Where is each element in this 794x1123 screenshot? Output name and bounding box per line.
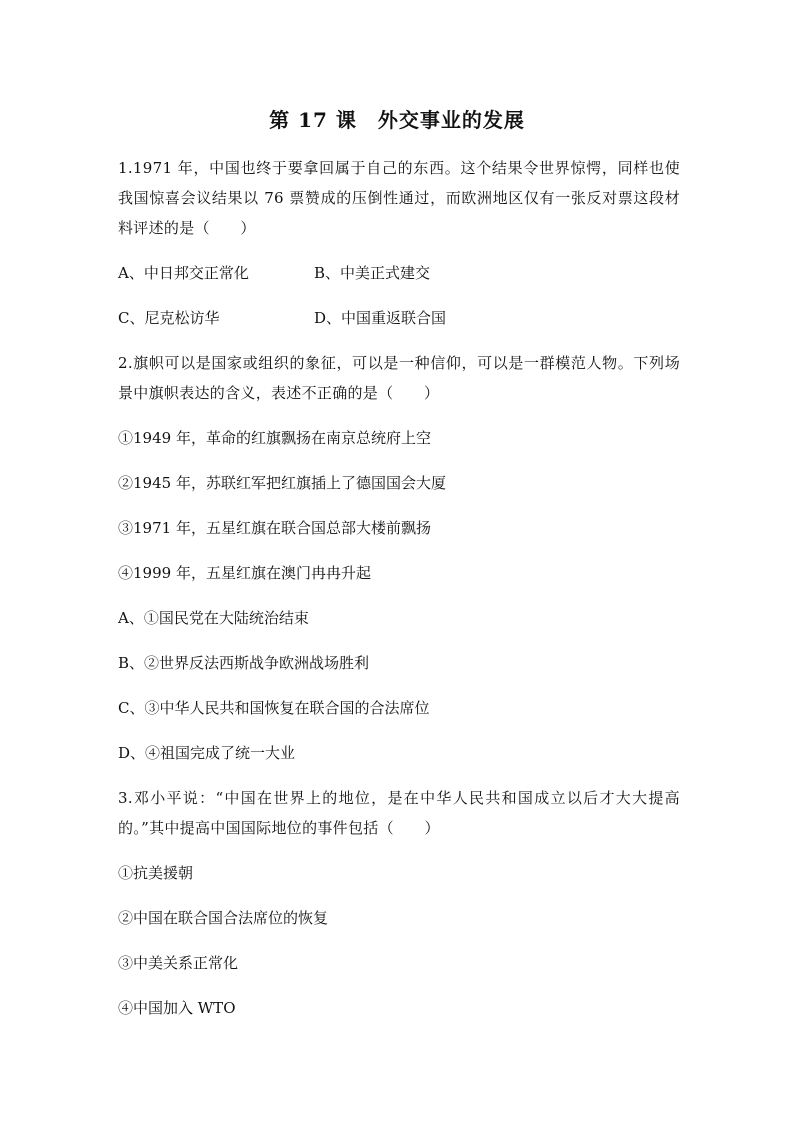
question-3-item-1: ①抗美援朝 (118, 864, 194, 882)
question-1-option-c: C、尼克松访华 (118, 309, 220, 327)
question-1-option-d: D、中国重返联合国 (314, 309, 447, 327)
question-2-option-a: A、①国民党在大陆统治结束 (118, 609, 309, 627)
question-2-item-2: ②1945 年，苏联红军把红旗插上了德国国会大厦 (118, 474, 446, 492)
question-1-options-row-1 (118, 258, 680, 288)
question-3-item-3: ③中美关系正常化 (118, 954, 239, 972)
question-2-option-c: C、③中华人民共和国恢复在联合国的合法席位 (118, 699, 430, 717)
question-2-option-b: B、②世界反法西斯战争欧洲战场胜利 (118, 654, 370, 672)
question-2-item-1: ①1949 年，革命的红旗飘扬在南京总统府上空 (118, 429, 431, 447)
question-3-item-2: ②中国在联合国合法席位的恢复 (118, 909, 329, 927)
question-3-stem: 3.邓小平说：“中国在世界上的地位，是在中华人民共和国成立以后才大大提高的。”其中提高中国国际地位的事件包括（ ） (118, 789, 680, 837)
question-2-item-3: ③1971 年，五星红旗在联合国总部大楼前飘扬 (118, 519, 431, 537)
question-2-item-4: ④1999 年，五星红旗在澳门冉冉升起 (118, 564, 371, 582)
page-title: 第 17 课 外交事业的发展 (269, 108, 525, 132)
question-1-option-a: A、中日邦交正常化 (118, 264, 249, 282)
question-2-option-d: D、④祖国完成了统一大业 (118, 744, 296, 762)
question-2-stem: 2.旗帜可以是国家或组织的象征，可以是一种信仰，可以是一群模范人物。下列场景中旗帜表达的含义，表述不正确的是（ ） (118, 354, 680, 402)
document-body (118, 153, 680, 1038)
question-3-item-4: ④中国加入 WTO (118, 999, 236, 1017)
question-1-stem: 1.1971 年，中国也终于要拿回属于自己的东西。这个结果令世界惊愕，同样也使我国惊喜会议结果以 76 票赞成的压倒性通过，而欧洲地区仅有一张反对票这段材料评述的是（ ） (118, 159, 680, 237)
question-1-option-b: B、中美正式建交 (314, 264, 431, 282)
question-1-options-row-2 (118, 303, 680, 333)
